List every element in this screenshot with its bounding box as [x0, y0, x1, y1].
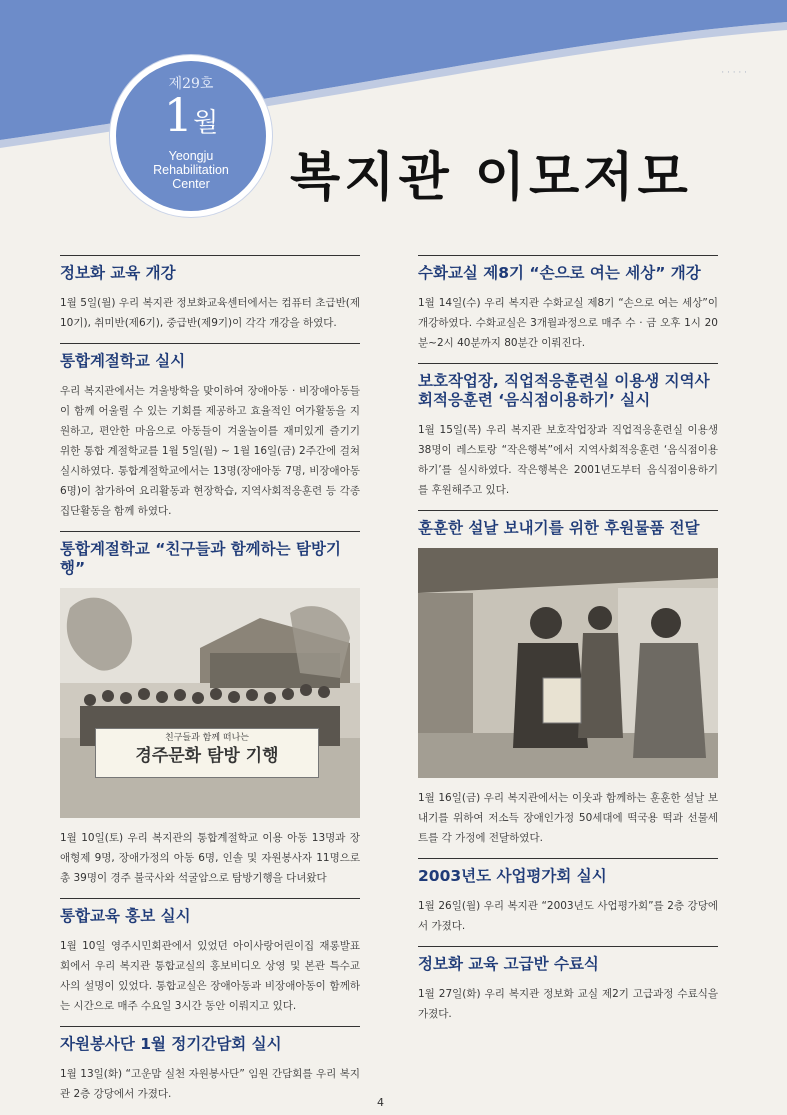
page-title: 복지관 이모저모 — [290, 147, 692, 208]
article-new-year-gifts — [418, 510, 718, 858]
month-badge — [110, 55, 272, 217]
article-title: 정보화 교육 개강 — [60, 264, 176, 282]
article-body: 1월 15일(목) 우리 복지관 보호작업장과 직업적응훈련실 이용생 38명이 레스토랑 “작은행복”에서 지역사회적응훈련 ‘음식점이용하기’를 실시하였다. 작은행복은 2001년도부터 음식점이용하기를 후원해주고 있다. — [418, 424, 718, 496]
article-inclusive-education — [60, 898, 360, 1026]
banner — [95, 728, 319, 778]
right-column — [418, 255, 718, 1034]
center-name: Yeongju Rehabilitation Center — [153, 149, 229, 191]
left-column — [60, 255, 360, 1114]
article-body: 1월 26일(월) 우리 복지관 “2003년도 사업평가회”를 2층 강당에서 가졌다. — [418, 900, 718, 932]
running-header: · · · · · — [721, 68, 747, 78]
article-body: 1월 14일(수) 우리 복지관 수화교실 제8기 “손으로 여는 세상”이 개강하였다. 수화교실은 3개월과정으로 매주 수 · 금 오후 1시 20분~2시 40분까지 80분간 이뤄진다. — [418, 297, 718, 349]
month-label: 1월 — [163, 88, 219, 142]
article-body: 1월 13일(화) “고운맘 실천 자원봉사단” 임원 간담회를 우리 복지관 2층 강당에서 가졌다. — [60, 1068, 360, 1100]
article-restaurant-training — [418, 363, 718, 510]
article-sign-language — [418, 255, 718, 363]
article-body: 1월 16일(금) 우리 복지관에서는 이웃과 함께하는 훈훈한 설날 보내기를 위하여 저소득 장애인가정 50세대에 떡국용 떡과 선물세트를 각 가정에 전달하였다. — [418, 792, 718, 844]
article-title: 통합계절학교 실시 — [60, 352, 186, 370]
article-title: 보호작업장, 직업적응훈련실 이용생 지역사회적응훈련 ‘음식점이용하기’ 실시 — [418, 372, 710, 409]
article-title: 2003년도 사업평가회 실시 — [418, 867, 607, 885]
donation-photo — [418, 548, 718, 778]
page-number: 4 — [377, 1096, 384, 1109]
article-body: 1월 5일(월) 우리 복지관 정보화교육센터에서는 컴퓨터 초급반(제10기), 취미반(제6기), 중급반(제9기)이 각각 개강을 하였다. — [60, 297, 360, 329]
article-body: 1월 27일(화) 우리 복지관 정보화 교실 제2기 고급과정 수료식을 가졌다. — [418, 988, 718, 1020]
article-field-trip — [60, 531, 360, 898]
article-title: 통합교육 홍보 실시 — [60, 907, 191, 925]
article-volunteer-meeting — [60, 1026, 360, 1114]
group-photo — [60, 588, 360, 818]
article-graduation — [418, 946, 718, 1034]
article-winter-school — [60, 343, 360, 531]
article-title: 통합계절학교 “친구들과 함께하는 탐방기행” — [60, 540, 341, 577]
article-title: 정보화 교육 고급반 수료식 — [418, 955, 599, 973]
article-title: 자원봉사단 1월 정기간담회 실시 — [60, 1035, 282, 1053]
issue-number: 제29호 — [168, 76, 214, 92]
article-body: 1월 10일 영주시민회관에서 있었던 아이사랑어린이집 재롱발표회에서 우리 복지관 통합교실의 홍보비디오 상영 및 본관 특수교사의 설명이 있었다. 통합교실은 장애아동과 비장애아동이 함께하는 시간으로 매주 수요일 3시간 동안 이뤄지고 있다. — [60, 940, 360, 1012]
article-annual-evaluation — [418, 858, 718, 946]
article-body: 1월 10일(토) 우리 복지관의 통합계절학교 이용 아동 13명과 장애형제 9명, 장애가정의 아동 6명, 인솔 및 자원봉사자 11명으로 총 39명이 경주 불국사와 석굴암으로 탐방기행을 다녀왔다 — [60, 832, 360, 884]
article-computer-class — [60, 255, 360, 343]
banner-small: 친구들과 함께 떠나는 — [165, 733, 249, 743]
article-body: 우리 복지관에서는 겨울방학을 맞이하여 장애아동 · 비장애아동들이 함께 어울릴 수 있는 기회를 제공하고 효율적인 여가활동을 지원하고, 편안한 마음으로 아동들이 겨울놀이를 재미있게 즐기기 위한 통합 계절학교를 1월 5일(월) ~ 1월 16일(금) 2주간에 걸쳐 실시하였다. 통합계절학교에서는 13명(장애아동 7명, 비장애아동 6명)이 참가하여 요리활동과 현장학습, 지역사회적응훈련 등 각종 집단활동을 함께 하였다. — [60, 385, 360, 517]
article-title: 훈훈한 설날 보내기를 위한 후원물품 전달 — [418, 519, 700, 537]
banner-main: 경주문화 탐방 기행 — [135, 746, 279, 766]
article-title: 수화교실 제8기 “손으로 여는 세상” 개강 — [418, 264, 701, 282]
